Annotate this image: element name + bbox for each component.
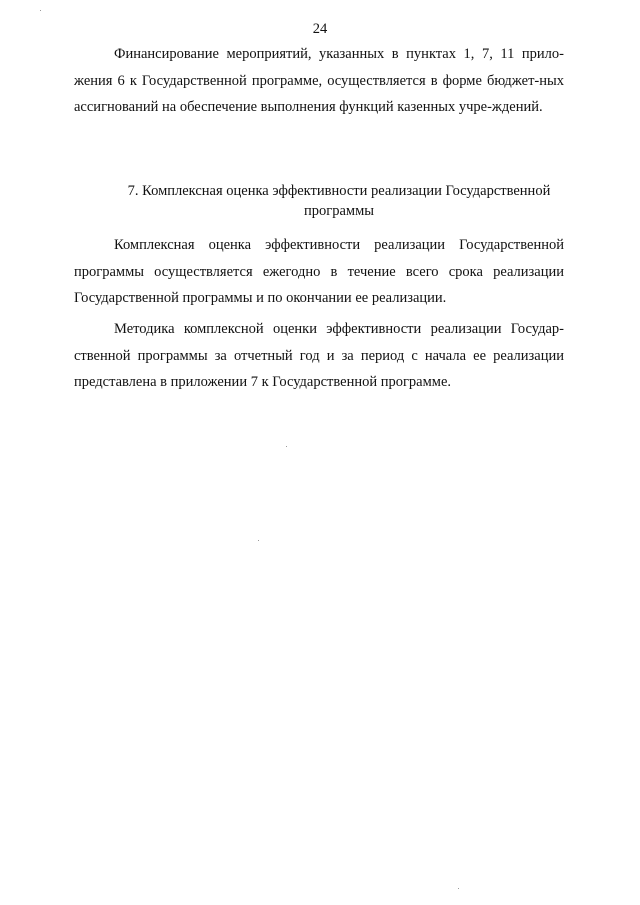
paragraph-assessment: Комплексная оценка эффективности реализации Государственной программы осуществляется ежегодно в течение всего срока реализации Государственной программы и по окончании ее реализации.	[74, 237, 564, 306]
paragraph-financing: Финансирование мероприятий, указанных в пунктах 1, 7, 11 прило-жения 6 к Государственной программе, осуществляется в форме бюджет-ных ассигнований на обеспечение выполнения функций казенных учре-ждений.	[74, 46, 564, 115]
section-heading-line-1: 7. Комплексная оценка эффективности реализации Государственной	[127, 183, 551, 199]
section-heading	[74, 181, 604, 221]
section-heading-line-2: программы	[304, 203, 374, 219]
scan-speck	[258, 540, 259, 541]
scan-speck	[458, 888, 459, 889]
scan-speck	[286, 446, 287, 447]
page-number: 24	[312, 21, 328, 37]
scan-speck	[40, 10, 41, 11]
paragraph-methodology: Методика комплексной оценки эффективности реализации Государ-ственной программы за отчетный год и за период с начала ее реализации представлена в приложении 7 к Государственной программе.	[74, 321, 564, 390]
